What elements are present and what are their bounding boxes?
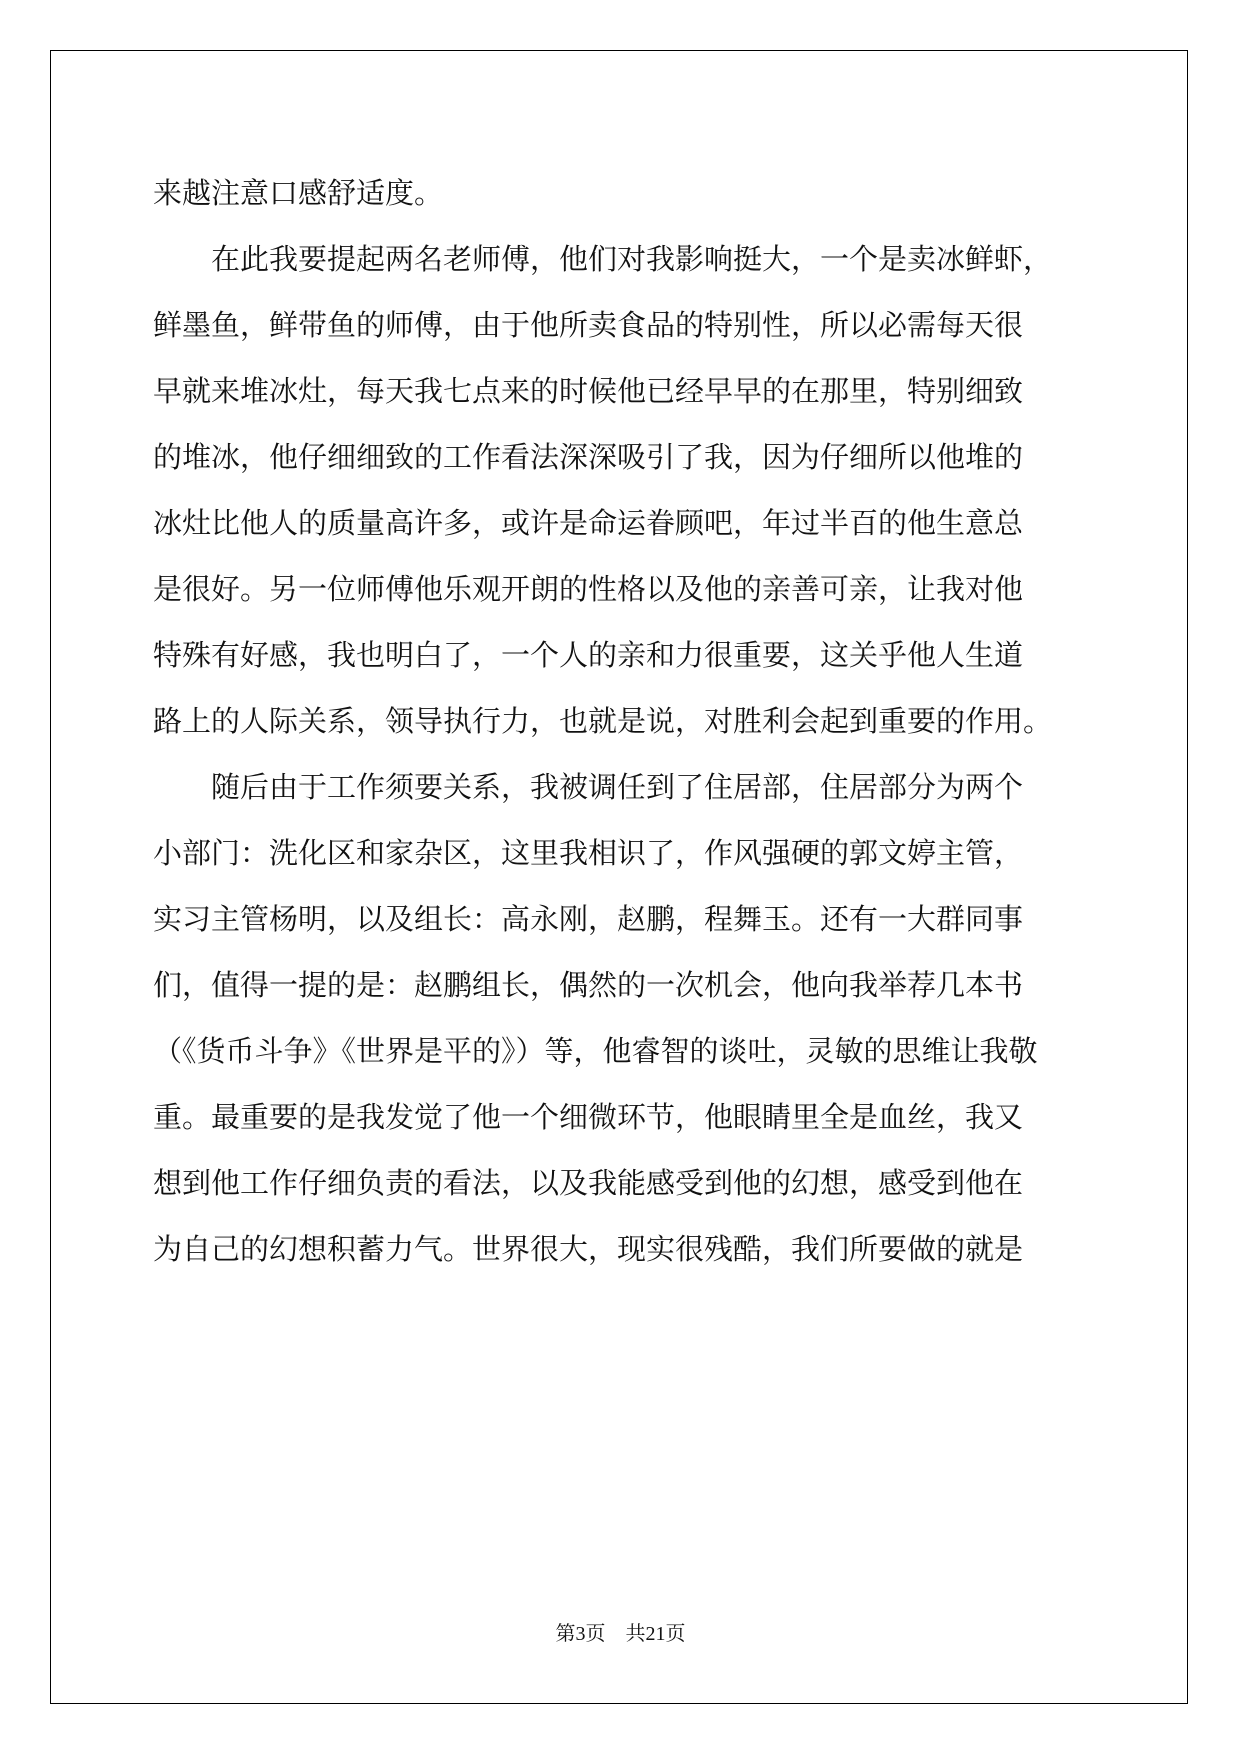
text-line: 鲜墨鱼，鲜带鱼的师傅，由于他所卖食品的特别性，所以必需每天很 (153, 308, 1024, 342)
document-body (153, 160, 1098, 1282)
text-line: 随后由于工作须要关系，我被调任到了住居部，住居部分为两个 (153, 770, 1024, 804)
text-line: 路上的人际关系，领导执行力，也就是说，对胜利会起到重要的作用。 (153, 704, 1053, 738)
text-line: 实习主管杨明，以及组长：高永刚，赵鹏，程舞玉。还有一大群同事 (153, 902, 1024, 936)
text-line: 重。最重要的是我发觉了他一个细微环节，他眼睛里全是血丝，我又 (153, 1100, 1024, 1134)
text-line: 冰灶比他人的质量高许多，或许是命运眷顾吧，年过半百的他生意总 (153, 506, 1024, 540)
text-line: 想到他工作仔细负责的看法，以及我能感受到他的幻想，感受到他在 (153, 1166, 1024, 1200)
text-line: 们，值得一提的是：赵鹏组长，偶然的一次机会，他向我举荐几本书 (153, 968, 1024, 1002)
text-line: 的堆冰，他仔细细致的工作看法深深吸引了我，因为仔细所以他堆的 (153, 440, 1024, 474)
text-line: 在此我要提起两名老师傅，他们对我影响挺大，一个是卖冰鲜虾， (153, 242, 1053, 276)
page-number-footer: 第3页 共21页 (555, 1623, 686, 1645)
text-line: 特殊有好感，我也明白了，一个人的亲和力很重要，这关乎他人生道 (153, 638, 1024, 672)
text-line: （《货币斗争》《世界是平的》）等，他睿智的谈吐，灵敏的思维让我敬 (153, 1034, 1038, 1068)
text-line: 是很好。另一位师傅他乐观开朗的性格以及他的亲善可亲，让我对他 (153, 572, 1024, 606)
text-line: 早就来堆冰灶，每天我七点来的时候他已经早早的在那里，特别细致 (153, 374, 1024, 408)
text-line: 来越注意口感舒适度。 (153, 176, 444, 210)
text-line: 为自己的幻想积蓄力气。世界很大，现实很残酷，我们所要做的就是 (153, 1232, 1024, 1266)
text-line: 小部门：洗化区和家杂区，这里我相识了，作风强硬的郭文婷主管， (153, 836, 1024, 870)
